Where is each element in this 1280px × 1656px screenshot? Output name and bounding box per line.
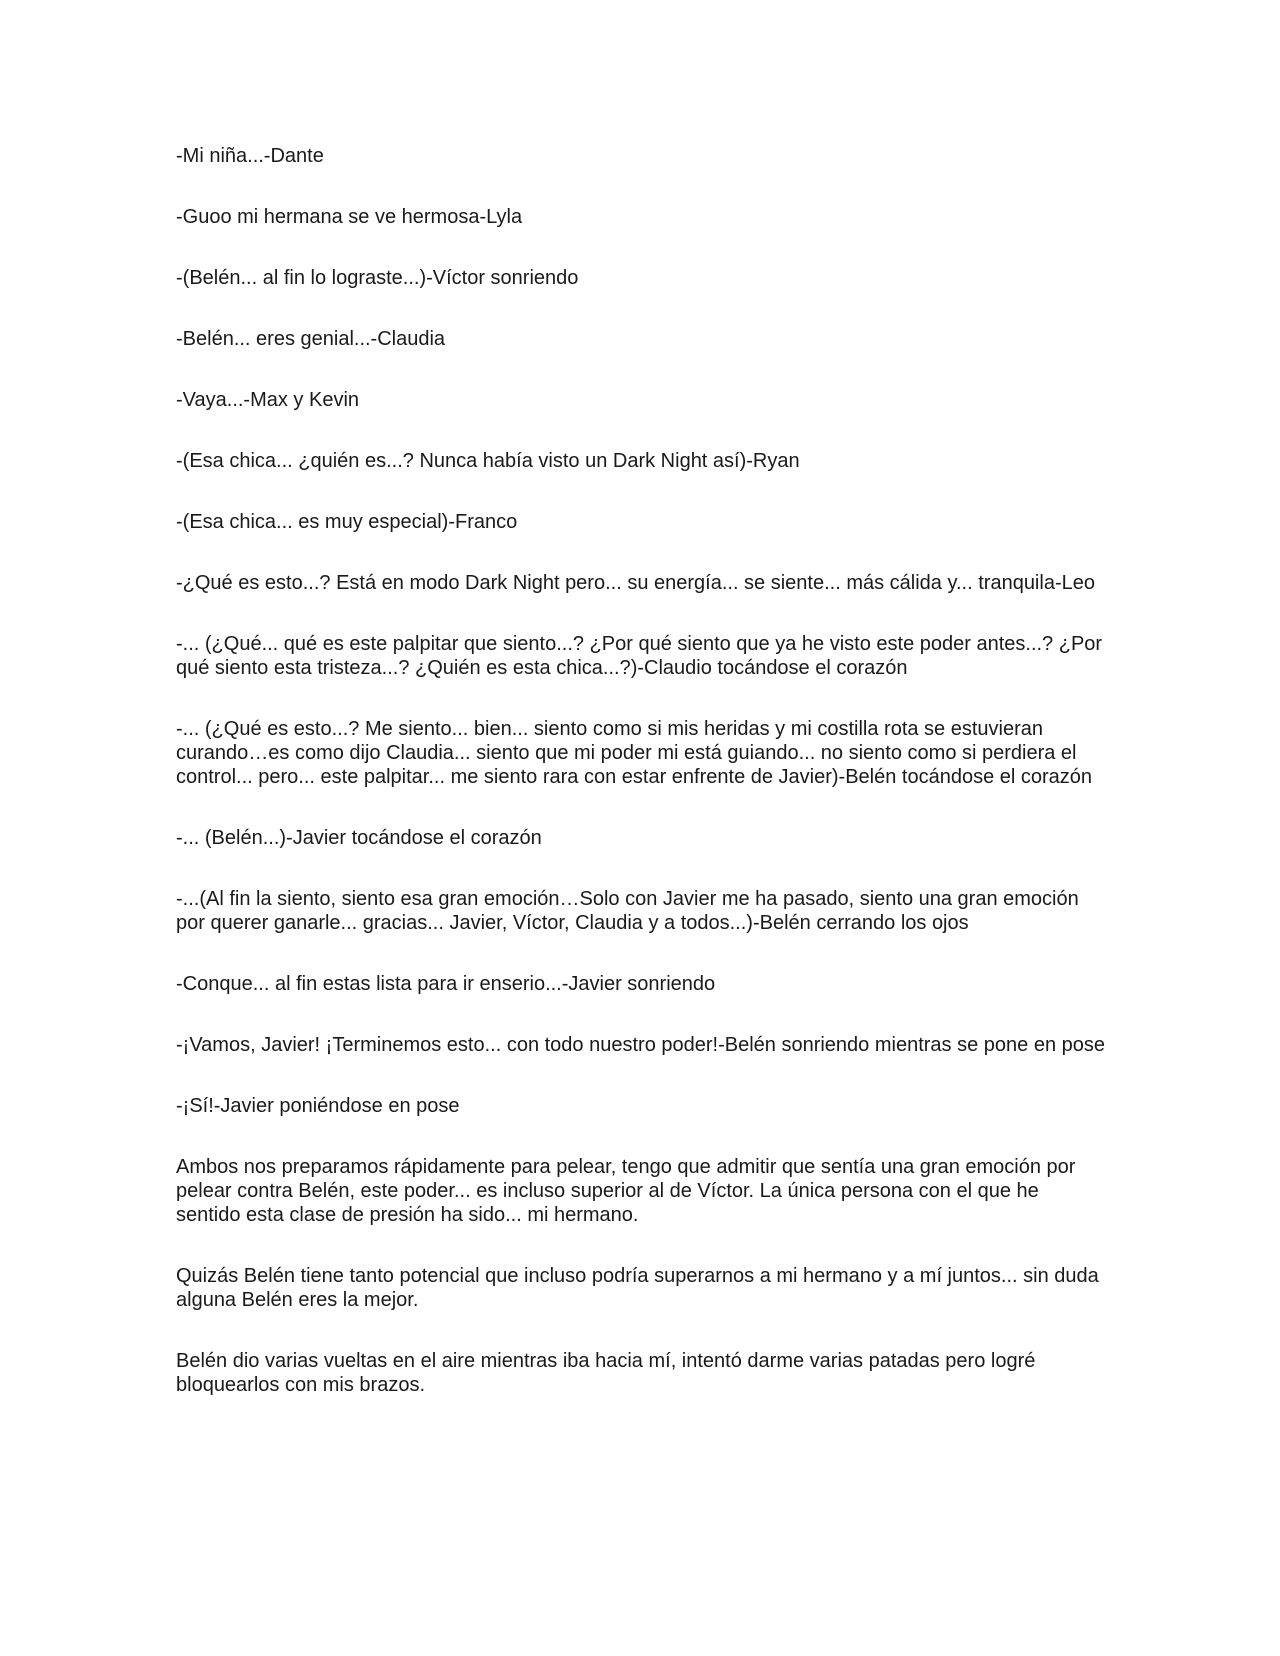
paragraph: Ambos nos preparamos rápidamente para pelear, tengo que admitir que sentía una gran emoción por pelear contra Belén, este poder... es incluso superior al de Víctor. La única persona con el que he sentido esta clase de presión ha sido... mi hermano. bbox=[176, 1156, 1076, 1226]
paragraph: -Vaya...-Max y Kevin bbox=[176, 389, 360, 411]
paragraph: -¡Vamos, Javier! ¡Terminemos esto... con todo nuestro poder!-Belén sonriendo mientras se pone en pose bbox=[176, 1034, 1105, 1056]
paragraph: Belén dio varias vueltas en el aire mientras iba hacia mí, intentó darme varias patadas pero logré bloquearlos con mis brazos. bbox=[176, 1350, 1036, 1396]
paragraph: -Guoo mi hermana se ve hermosa-Lyla bbox=[176, 206, 523, 228]
paragraph: -(Esa chica... es muy especial)-Franco bbox=[176, 511, 518, 533]
document-body bbox=[176, 144, 1106, 1434]
paragraph: -... (¿Qué... qué es este palpitar que siento...? ¿Por qué siento que ya he visto este poder antes...? ¿Por qué siento esta tristeza...? ¿Quién es esta chica...?)-Claudio tocándose el corazón bbox=[176, 633, 1103, 679]
paragraph: -Conque... al fin estas lista para ir enserio...-Javier sonriendo bbox=[176, 973, 716, 995]
paragraph: -¿Qué es esto...? Está en modo Dark Night pero... su energía... se siente... más cálida y... tranquila-Leo bbox=[176, 572, 1095, 594]
paragraph: -Belén... eres genial...-Claudia bbox=[176, 328, 446, 350]
paragraph: -(Esa chica... ¿quién es...? Nunca había visto un Dark Night así)-Ryan bbox=[176, 450, 800, 472]
paragraph: -...(Al fin la siento, siento esa gran emoción…Solo con Javier me ha pasado, siento una gran emoción por querer ganarle... gracias... Javier, Víctor, Claudia y a todos...)-Belén cerrando los ojos bbox=[176, 888, 1079, 934]
paragraph: -... (¿Qué es esto...? Me siento... bien... siento como si mis heridas y mi costilla rota se estuvieran curando…es como dijo Claudia... siento que mi poder mi está guiando... no siento como si perdiera el control... pero... este palpitar... me siento rara con estar enfrente de Javier)-Belén tocándose el corazón bbox=[176, 718, 1093, 788]
paragraph: -Mi niña...-Dante bbox=[176, 145, 324, 167]
paragraph: -(Belén... al fin lo lograste...)-Víctor sonriendo bbox=[176, 267, 579, 289]
paragraph: -... (Belén...)-Javier tocándose el corazón bbox=[176, 827, 542, 849]
paragraph: Quizás Belén tiene tanto potencial que incluso podría superarnos a mi hermano y a mí juntos... sin duda alguna Belén eres la mejor. bbox=[176, 1265, 1099, 1311]
paragraph: -¡Sí!-Javier poniéndose en pose bbox=[176, 1095, 460, 1117]
